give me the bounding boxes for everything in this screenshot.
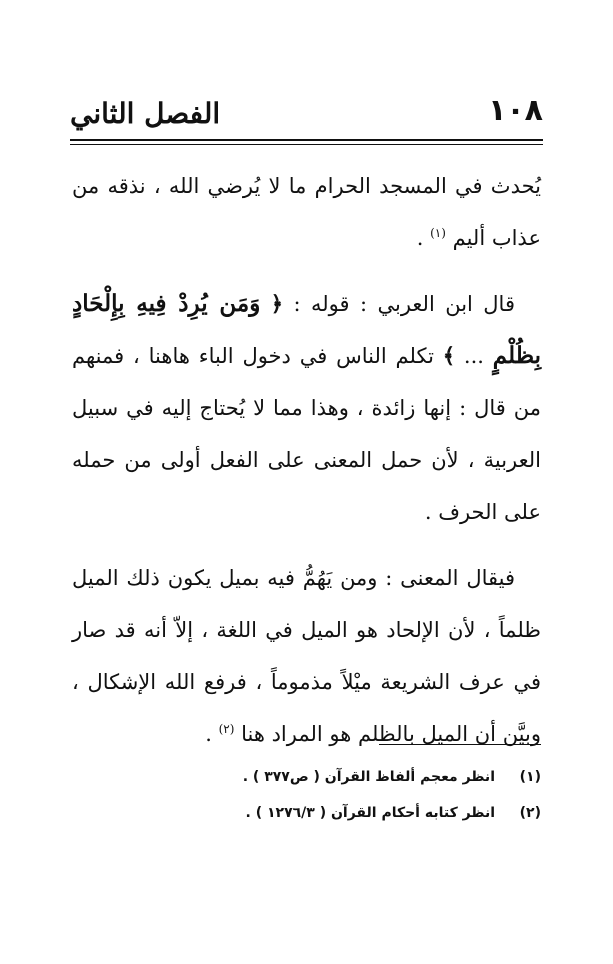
header-rule-thin bbox=[70, 144, 543, 145]
header-rule bbox=[70, 139, 543, 141]
footnote-number: (٢) bbox=[519, 805, 541, 821]
paragraph-1 bbox=[72, 160, 541, 264]
paragraph-2-lead: قال ابن العربي : قوله : bbox=[283, 292, 515, 316]
footnote-number: (١) bbox=[519, 769, 541, 785]
page-number: ١٠٨ bbox=[488, 93, 543, 128]
footnote-text: انظر معجم ألفاظ القرآن ( ص٣٧٧ ) . bbox=[242, 769, 495, 785]
paragraph-1-tail: . bbox=[416, 226, 431, 250]
quran-bracket-open: ﴿ bbox=[270, 291, 284, 316]
footnote-ref-2: (٢) bbox=[218, 722, 235, 736]
quran-verse: وَمَن يُرِدْ فِيهِ بِإِلْحَادٍ بِظُلْمٍ bbox=[72, 290, 541, 369]
footnote-ref-1: (١) bbox=[430, 226, 446, 240]
footnote-1 bbox=[72, 762, 541, 792]
paragraph-3 bbox=[72, 552, 541, 760]
footnote-text: انظر كتابه أحكام القرآن ( ١٢٧٦/٣ ) . bbox=[245, 805, 495, 821]
footnotes bbox=[72, 758, 541, 834]
page-header bbox=[70, 78, 543, 136]
paragraph-3-text: فيقال المعنى : ومن يَهُمُّ فيه بميل يكون ذلك الميل ظلماً ، لأن الإلحاد هو الميل في اللغة ، إلاّ أنه قد صار في عرف الشريعة ميْلاً مذموماً ، فرفع الله الإشكال ، وبيَّن أن الميل بالظلم هو المراد هنا bbox=[72, 566, 541, 746]
body-text bbox=[72, 160, 541, 760]
quran-bracket-close: ﴾ bbox=[442, 343, 456, 368]
chapter-title: الفصل الثاني bbox=[70, 97, 221, 130]
paragraph-3-tail: . bbox=[205, 722, 219, 746]
footnote-2 bbox=[72, 798, 541, 828]
quran-ellipsis: ... bbox=[455, 344, 493, 368]
paragraph-1-text: يُحدث في المسجد الحرام ما لا يُرضي الله ، نذقه من عذاب أليم bbox=[72, 174, 541, 250]
footnote-separator bbox=[379, 744, 541, 745]
paragraph-2 bbox=[72, 278, 541, 538]
paragraph-2-text: تكلم الناس في دخول الباء هاهنا ، فمنهم من قال : إنها زائدة ، وهذا مما لا يُحتاج إليه في سبيل العربية ، لأن حمل المعنى على الفعل أولى من حمله على الحرف . bbox=[72, 344, 541, 524]
